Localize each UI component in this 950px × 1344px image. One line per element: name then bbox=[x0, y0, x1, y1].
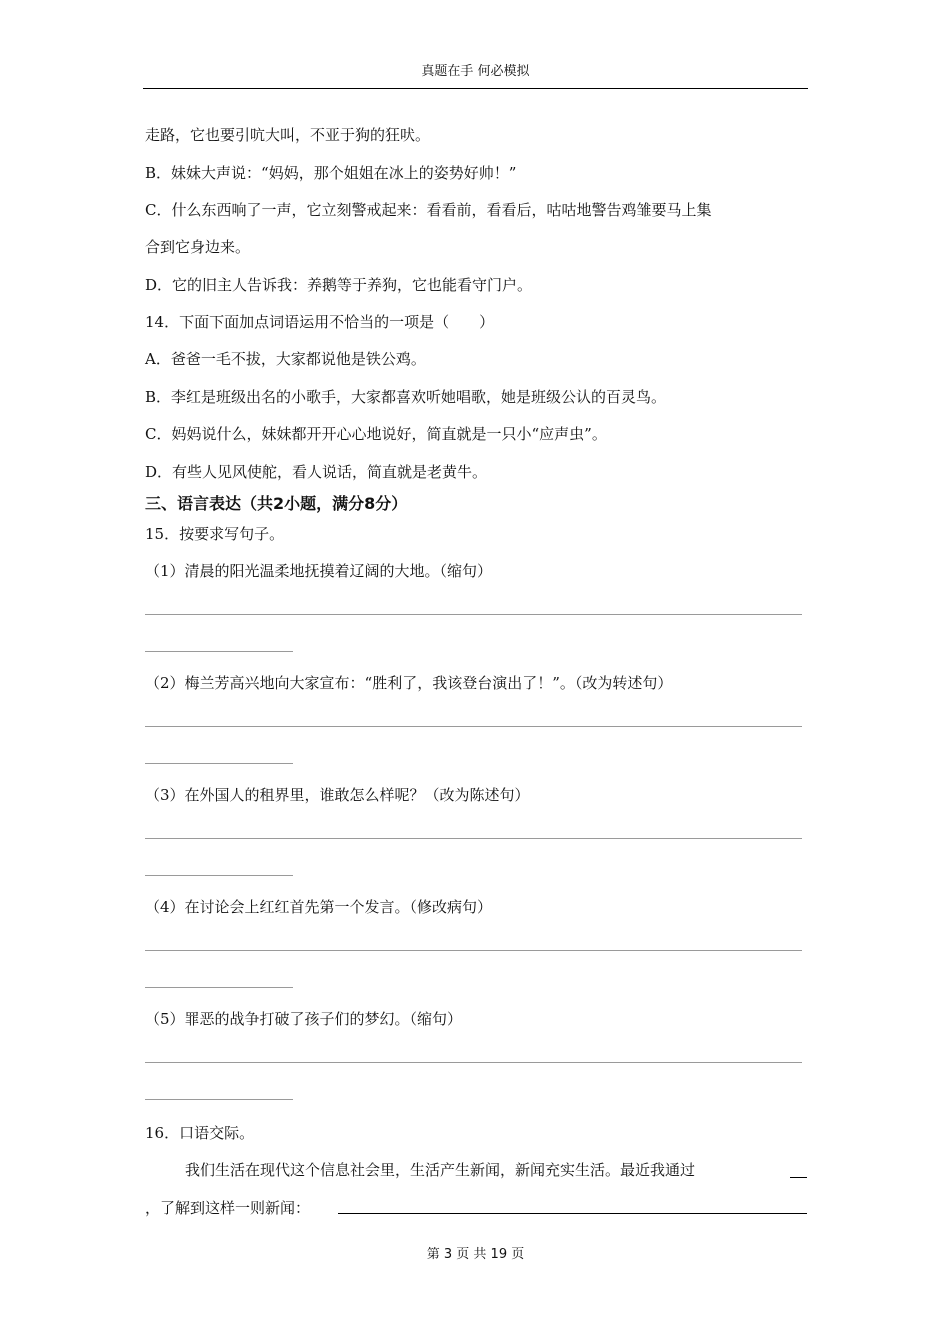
q16-blank-1[interactable] bbox=[790, 1177, 807, 1178]
q13-option-d: D．它的旧主人告诉我：养鹅等于养狗，它也能看守门户。 bbox=[145, 276, 533, 294]
q13-option-c-line2: 合到它身边来。 bbox=[145, 238, 251, 256]
q15-item-5-answer-line-2[interactable] bbox=[145, 1099, 293, 1100]
q15-item-5-answer-line[interactable] bbox=[145, 1062, 802, 1063]
q15-item-3-answer-line-2[interactable] bbox=[145, 875, 293, 876]
q16-stem: 16．口语交际。 bbox=[145, 1124, 255, 1142]
q15-item-4-answer-line-2[interactable] bbox=[145, 987, 293, 988]
q15-item-2-answer-line[interactable] bbox=[145, 726, 802, 727]
q15-item-1-answer-line-2[interactable] bbox=[145, 651, 293, 652]
q13-option-c-line1: C．什么东西响了一声，它立刻警戒起来：看看前，看看后，咕咕地警告鸡雏要马上集 bbox=[145, 201, 712, 219]
section-3-heading: 三、语言表达（共2小题，满分8分） bbox=[145, 494, 408, 513]
q15-item-1-answer-line[interactable] bbox=[145, 614, 802, 615]
q15-item-5: （5）罪恶的战争打破了孩子们的梦幻。（缩句） bbox=[145, 1010, 463, 1028]
q15-item-4-answer-line[interactable] bbox=[145, 950, 802, 951]
q15-item-2-answer-line-2[interactable] bbox=[145, 763, 293, 764]
q15-stem: 15．按要求写句子。 bbox=[145, 525, 285, 543]
q14-option-c: C．妈妈说什么，妹妹都开开心心地说好，简直就是一只小“应声虫”。 bbox=[145, 425, 607, 443]
q15-item-1: （1）清晨的阳光温柔地抚摸着辽阔的大地。（缩句） bbox=[145, 562, 493, 580]
page-header-title: 真题在手 何必模拟 bbox=[421, 64, 530, 79]
q14-option-d: D．有些人见风使舵，看人说话，简直就是老黄牛。 bbox=[145, 463, 488, 481]
q13-option-a-continued: 走路，它也要引吭大叫，不亚于狗的狂吠。 bbox=[145, 126, 431, 144]
q15-item-3-answer-line[interactable] bbox=[145, 838, 802, 839]
q16-blank-2[interactable] bbox=[338, 1213, 807, 1214]
q15-item-4: （4）在讨论会上红红首先第一个发言。（修改病句） bbox=[145, 898, 493, 916]
q14-stem: 14．下面下面加点词语运用不恰当的一项是（ ） bbox=[145, 313, 495, 331]
q14-option-a: A．爸爸一毛不拔，大家都说他是铁公鸡。 bbox=[145, 350, 426, 368]
q14-option-b: B．李红是班级出名的小歌手，大家都喜欢听她唱歌，她是班级公认的百灵鸟。 bbox=[145, 388, 667, 406]
q16-paragraph-line1 bbox=[185, 1159, 695, 1180]
q13-option-b: B．妹妹大声说：“妈妈，那个姐姐在冰上的姿势好帅！” bbox=[145, 164, 517, 182]
q16-paragraph-text2: ，了解到这样一则新闻： bbox=[145, 1199, 311, 1217]
q16-paragraph-text1: 我们生活在现代这个信息社会里，生活产生新闻，新闻充实生活。最近我通过 bbox=[185, 1161, 696, 1179]
q15-item-2: （2）梅兰芳高兴地向大家宣布：“胜利了，我该登台演出了！”。（改为转述句） bbox=[145, 674, 673, 692]
page-number: 第 3 页 共 19 页 bbox=[426, 1247, 525, 1262]
q16-paragraph-line2 bbox=[145, 1197, 310, 1218]
header-divider bbox=[143, 88, 808, 89]
q15-item-3: （3）在外国人的租界里，谁敢怎么样呢？（改为陈述句） bbox=[145, 786, 530, 804]
